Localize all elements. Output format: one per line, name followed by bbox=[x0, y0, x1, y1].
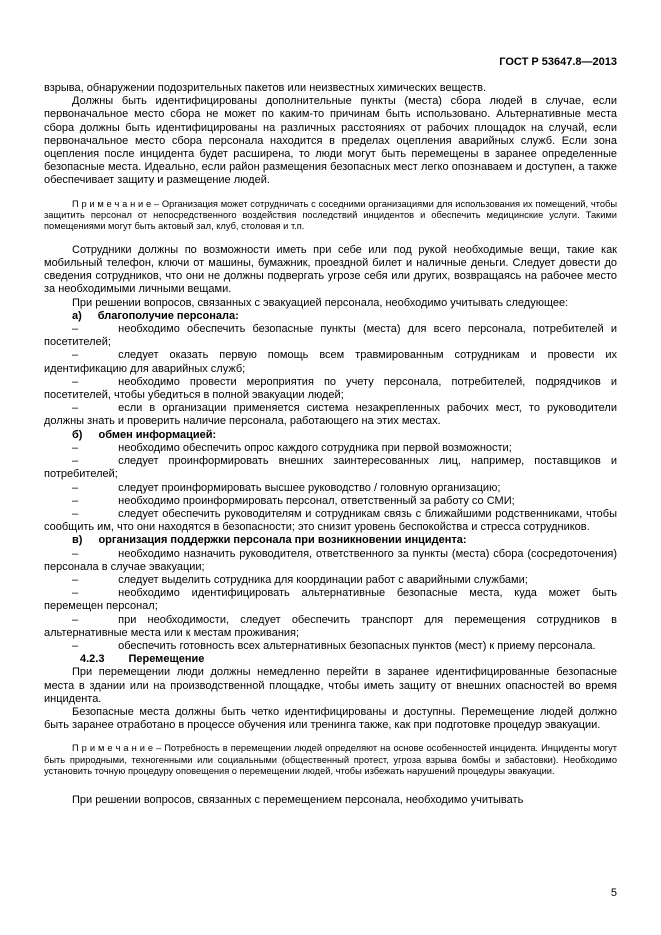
section-number: 4.2.3 bbox=[80, 653, 105, 666]
list-item-text: необходимо идентифицировать альтернативные безопасные места, куда может быть перемещен персонал; bbox=[44, 587, 617, 613]
list-item-text: следует обеспечить руководителям и сотрудникам связь с ближайшими родственниками, чтобы сообщить им, что они находятся в безопасности; это снизит уровень беспокойства и стресса сотрудников. bbox=[44, 507, 617, 534]
list-letter-marker: а) bbox=[72, 309, 82, 322]
list-marker: – bbox=[72, 547, 79, 560]
list-item-text: следует проинформировать высшее руководство / головную организацию; bbox=[118, 481, 501, 494]
list-letter-marker: б) bbox=[72, 428, 83, 441]
list-marker: – bbox=[72, 323, 79, 336]
list-item-text: необходимо обеспечить опрос каждого сотрудника при первой возможности; bbox=[118, 441, 512, 454]
list-item-text: необходимо обеспечить безопасные пункты (места) для всего персонала, потребителей и посетителей; bbox=[44, 323, 617, 349]
list-item bbox=[44, 508, 617, 534]
note-paragraph: П р и м е ч а н и е – Организация может сотрудничать с соседними организациями для использования их помещений, чтобы защитить персонал от непосредственного воздействия последствий инцидентов и обеспечить медицинские услуги. Такими помещениями могут быть актовый зал, клуб, столовая и т.п. bbox=[44, 198, 617, 232]
document-content bbox=[44, 82, 617, 807]
section-title: Перемещение bbox=[128, 653, 205, 666]
section-heading bbox=[44, 653, 617, 666]
list-marker: – bbox=[72, 573, 79, 586]
paragraph: взрыва, обнаружении подозрительных пакетов или неизвестных химических веществ. bbox=[44, 82, 487, 94]
list-letter-marker: в) bbox=[72, 534, 83, 547]
list-item-text: следует выделить сотрудника для координации работ с аварийными службами; bbox=[118, 573, 528, 586]
list-item-text: обеспечить готовность всех альтернативных безопасных пунктов (мест) к приему персонала. bbox=[118, 639, 596, 652]
list-letter-text: благополучие персонала: bbox=[97, 309, 239, 322]
paragraph: Безопасные места должны быть четко идентифицированы и доступны. Перемещение людей должно быть заранее отработано в процессе обучения или тренинга также, как при подготовке процедур эвакуации. bbox=[44, 705, 617, 732]
list-marker: – bbox=[72, 507, 79, 520]
list-item bbox=[44, 482, 617, 495]
list-item-text: необходимо проинформировать персонал, ответственный за работу со СМИ; bbox=[118, 494, 515, 507]
paragraph: При перемещении люди должны немедленно перейти в заранее идентифицированные безопасные места в здании или на производственной площадке, чтобы иметь защиту от внешних опасностей во время инцидента. bbox=[44, 666, 617, 705]
list-item bbox=[44, 574, 617, 587]
list-item bbox=[44, 614, 617, 640]
list-item bbox=[44, 495, 617, 508]
list-marker: – bbox=[72, 375, 79, 388]
paragraph: При решении вопросов, связанных с перемещением персонала, необходимо учитывать bbox=[72, 793, 524, 806]
list-marker: – bbox=[72, 639, 79, 652]
list-letter-item bbox=[44, 429, 617, 442]
list-item-text: следует проинформировать внешних заинтересованных лиц, например, поставщиков и потребителей; bbox=[44, 455, 617, 481]
paragraph: Сотрудники должны по возможности иметь при себе или под рукой необходимые вещи, такие как мобильный телефон, ключи от машины, бумажник, проездной билет и наличные деньги. Следует довести до сведения сотрудников, что они не должны подвергать угрозе себя или других, возвращаясь на рабочее место за необходимыми личными вещами. bbox=[44, 243, 617, 296]
list-letter-item bbox=[44, 310, 617, 323]
list-letter-item bbox=[44, 534, 617, 547]
list-marker: – bbox=[72, 587, 79, 600]
list-marker: – bbox=[72, 481, 79, 494]
paragraph: Должны быть идентифицированы дополнительные пункты (места) сбора людей в случае, если первоначальное место сбора не может по каким-то причинам быть использовано. Альтернативные места сбора должны быть идентифицированы на различных расстояниях от рабочих площадок на случай, если первоначальное место сбора персонала находится в пределах оцепления аварийных служб. Если зона оцепления после инцидента будет расширена, то люди могут быть перемещены в заранее определенные безопасные места. Идеально, если район размещения безопасных мест легко опознаваем и доступен, а также обеспечивает защиту и размещение людей. bbox=[44, 95, 617, 187]
note-paragraph: П р и м е ч а н и е – Потребность в перемещении людей определяют на основе особенностей инцидента. Инциденты могут быть природными, техногенными или социальными (общественный протест, угроза взрыва бомбы и забастовки). Необходимо установить точную процедуру оповещения о перемещении людей, чтобы избежать нарушений процедуры эвакуации. bbox=[44, 743, 617, 777]
list-marker: – bbox=[72, 402, 79, 415]
list-item-text: при необходимости, следует обеспечить транспорт для перемещения сотрудников в альтернативные места или к местам проживания; bbox=[44, 613, 617, 639]
list-item bbox=[44, 376, 617, 402]
list-letter-text: организация поддержки персонала при возникновении инцидента: bbox=[98, 534, 467, 547]
list-item bbox=[44, 323, 617, 349]
list-item bbox=[44, 402, 617, 428]
list-letter-text: обмен информацией: bbox=[98, 428, 217, 441]
list-item-text: необходимо провести мероприятия по учету персонала, потребителей, подрядчиков и посетителей, чтобы убедиться в полной эвакуации людей; bbox=[44, 375, 617, 402]
list-item bbox=[44, 349, 617, 375]
list-item bbox=[44, 548, 617, 574]
list-marker: – bbox=[72, 349, 79, 362]
list-item-text: следует оказать первую помощь всем травмированным сотрудникам и провести их идентификацию для аварийных служб; bbox=[44, 349, 617, 375]
list-item bbox=[44, 442, 617, 455]
list-item-text: необходимо назначить руководителя, ответственного за пункты (места) сбора (сосредоточения) персонала в случае эвакуации; bbox=[44, 547, 617, 573]
standard-number: ГОСТ Р 53647.8—2013 bbox=[499, 56, 617, 68]
list-marker: – bbox=[72, 441, 79, 454]
page-number: 5 bbox=[610, 887, 617, 899]
list-item bbox=[44, 587, 617, 613]
list-item-text: если в организации применяется система незакрепленных рабочих мест, то руководители должны знать и проверить наличие персонала, работающего на этих местах. bbox=[44, 402, 617, 428]
list-marker: – bbox=[72, 455, 79, 468]
list-item bbox=[44, 640, 617, 653]
list-marker: – bbox=[72, 494, 79, 507]
document-header bbox=[44, 56, 617, 68]
list-item bbox=[44, 455, 617, 481]
paragraph: При решении вопросов, связанных с эвакуацией персонала, необходимо учитывать следующее: bbox=[72, 296, 569, 309]
list-marker: – bbox=[72, 613, 79, 626]
